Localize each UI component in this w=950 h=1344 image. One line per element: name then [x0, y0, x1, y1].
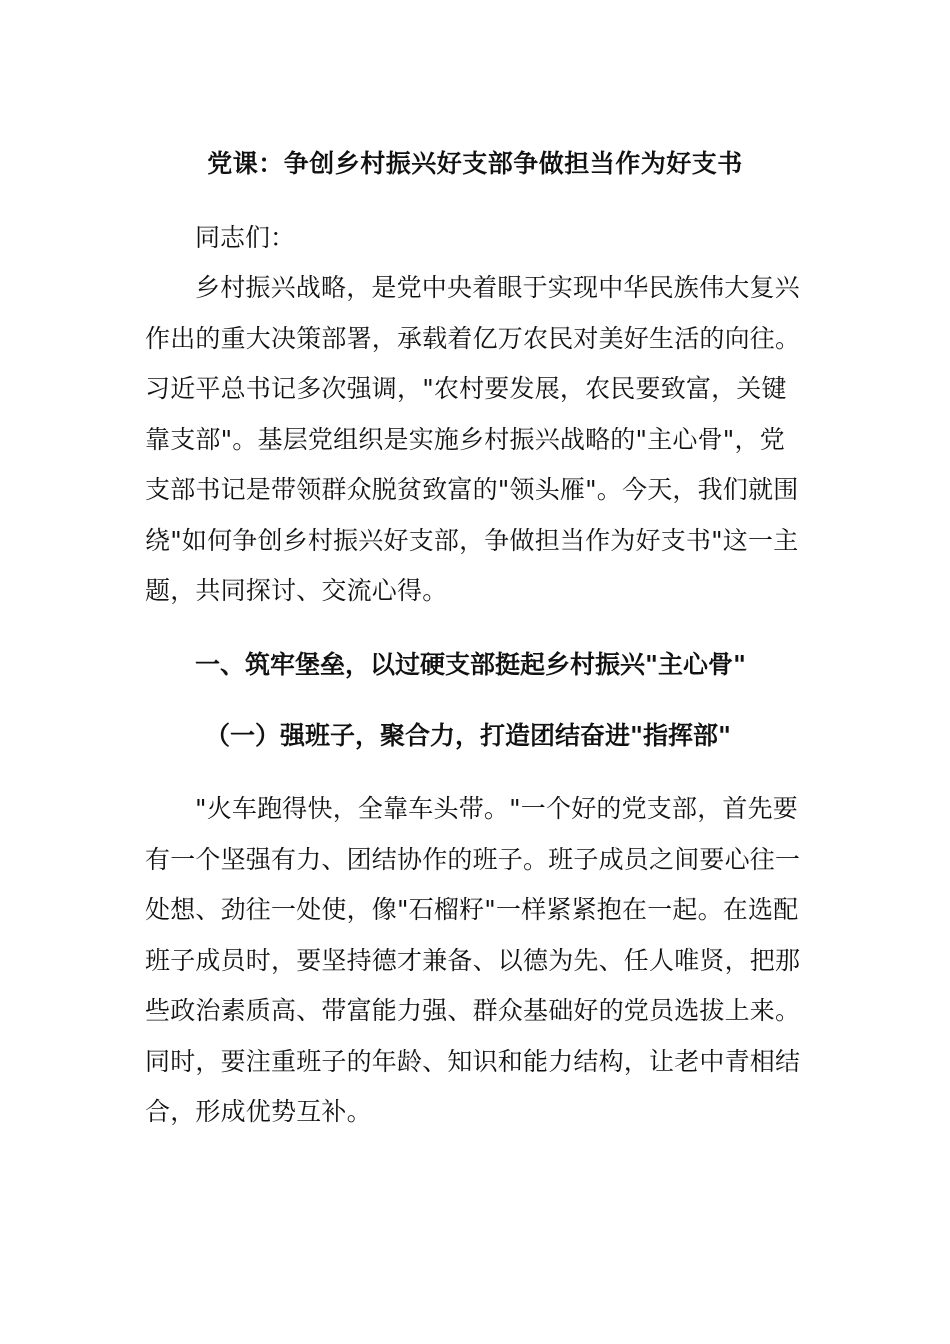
paragraph-intro: 乡村振兴战略，是党中央着眼于实现中华民族伟大复兴作出的重大决策部署，承载着亿万农民对美好生活的向往。习近平总书记多次强调，"农村要发展，农民要致富，关键靠支部"。基层党组织是实施乡村振兴战略的"主心骨"，党支部书记是带领群众脱贫致富的"领头雁"。今天，我们就围绕"如何争创乡村振兴好支部，争做担当作为好支书"这一主题，共同探讨、交流心得。	[145, 273, 801, 605]
section-heading-1: 一、筑牢堡垒，以过硬支部挺起乡村振兴"主心骨"	[195, 650, 747, 679]
salutation: 同志们：	[195, 223, 296, 252]
subsection-heading-1-1: （一）强班子，聚合力，打造团结奋进"指挥部"	[205, 721, 732, 750]
paragraph-team-building: "火车跑得快，全靠车头带。"一个好的党支部，首先要有一个坚强有力、团结协作的班子。班子成员之间要心往一处想、劲往一处使，像"石榴籽"一样紧紧抱在一起。在选配班子成员时，要坚持德才兼备、以德为先、任人唯贤，把那些政治素质高、带富能力强、群众基础好的党员选拔上来。同时，要注重班子的年龄、知识和能力结构，让老中青相结合，形成优势互补。	[145, 794, 801, 1126]
document-title: 党课：争创乡村振兴好支部争做担当作为好支书	[207, 149, 743, 178]
